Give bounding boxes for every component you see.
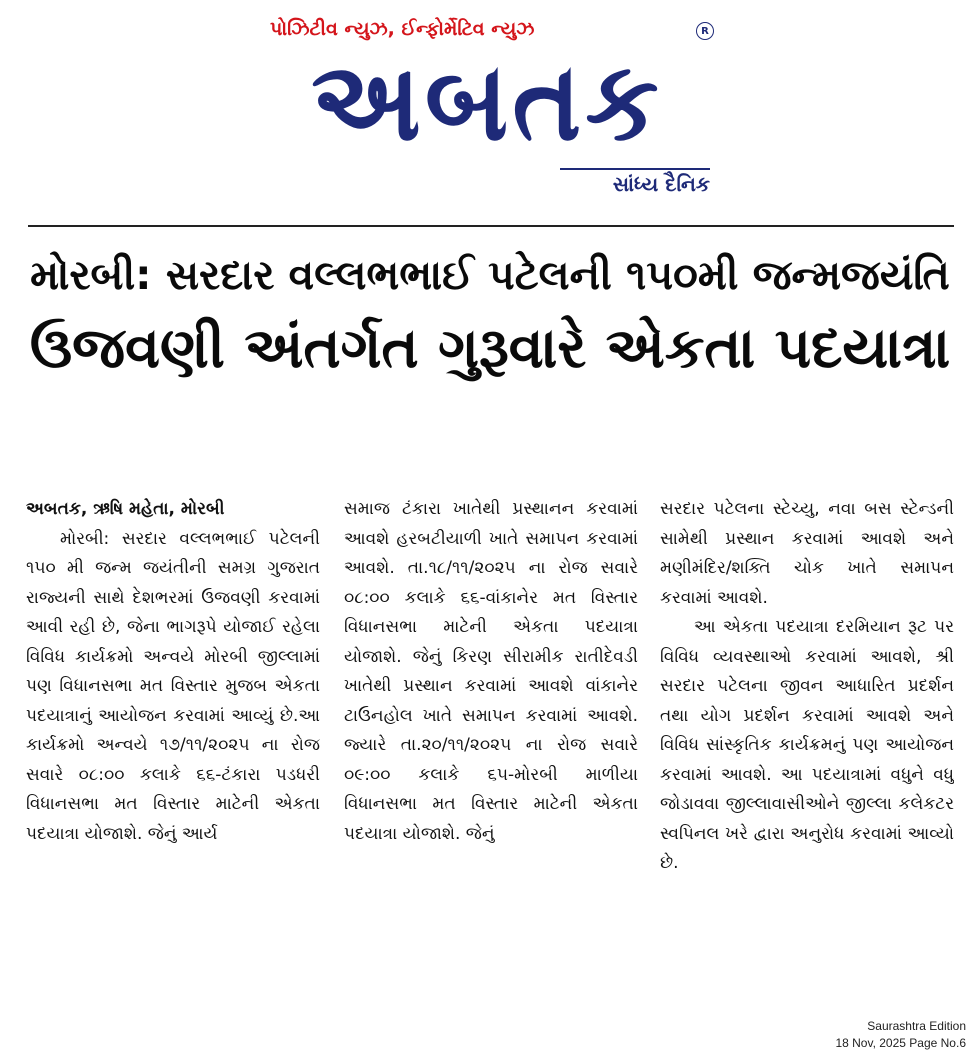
headline-line-1: મોરબી: સરદાર વલ્લભભાઈ પટેલની ૧૫૦મી જન્મજયંતિ	[30, 251, 950, 299]
article-column-2	[344, 495, 638, 1015]
masthead	[0, 0, 980, 215]
logo-underline	[560, 168, 710, 170]
article-paragraph: આ એકતા પદયાત્રા દરમિયાન રૂટ પર વિવિધ વ્યવસ્થાઓ કરવામાં આવશે, શ્રી સરદાર પટેલના જીવન આધારિત પ્રદર્શન તથા યોગ પ્રદર્શન કરવામાં આવશે અને વિવિધ સાંસ્કૃતિક કાર્યક્રમનું પણ આયોજન કરવામાં આવશે. આ પદયાત્રામાં વધુને વધુ જોડાવવા જીલ્લાવાસીઓને જીલ્લા કલેકટર સ્વપિનલ ખરે દ્વારા અનુરોધ કરવામાં આવ્યો છે.	[660, 617, 954, 873]
masthead-sub-brand: સાંધ્ય દૈનિક	[612, 172, 710, 196]
article-byline: અબતક, ઋષિ મહેતા, મોરબી	[26, 499, 225, 519]
edition-date-page: 18 Nov, 2025 Page No.6	[835, 1036, 966, 1050]
article-paragraph: સરદાર પટેલના સ્ટેચ્યુ, નવા બસ સ્ટેન્ડની સામેથી પ્રસ્થાન કરવામાં આવશે અને મણીમંદિર/શક્તિ ચોક ખાતે સમાપન કરવામાં આવશે.	[660, 499, 954, 608]
article-column-3	[660, 495, 954, 1015]
article-paragraph: સમાજ ટંકારા ખાતેથી પ્રસ્થાનન કરવામાં આવશે હરબટીયાળી ખાતે સમાપન કરવામાં આવશે. તા.૧૮/૧૧/૨૦૨૫ ના રોજ સવારે ૦૮:૦૦ કલાકે ૬૬-વાંકાનેર મત વિસ્તાર વિધાનસભા માટેની એકતા પદયાત્રા યોજાશે. જેનું કિરણ સીરામીક રાતીદેવડી ખાતેથી પ્રસ્થાન કરવામાં આવશે વાંકાનેર ટાઉનહોલ ખાતે સમાપન કરવામાં આવશે. જ્યારે તા.૨૦/૧૧/૨૦૨૫ ના રોજ સવારે ૦૯:૦૦ કલાકે ૬૫-મોરબી માળીયા વિધાનસભા મત વિસ્તાર માટેની એકતા પદયાત્રા યોજાશે. જેનું	[344, 499, 638, 844]
newspaper-logo: અબતક	[311, 36, 663, 166]
masthead-divider	[28, 225, 954, 227]
masthead-tagline: પોઝિટીવ ન્યુઝ, ઈન્ફોર્મેટિવ ન્યુઝ	[270, 18, 535, 40]
article-column-1	[26, 495, 320, 1015]
headline-line-2: ઉજવણી અંતર્ગત ગુરૂવારે એકતા પદયાત્રા	[29, 316, 951, 382]
article-paragraph: મોરબી: સરદાર વલ્લભભાઈ પટેલની ૧૫૦ મી જન્મ જયંતીની સમગ્ર ગુજરાત રાજ્યની સાથે દેશભરમાં ઉજવણી કરવામાં આવી રહી છે, જેના ભાગરૂપે યોજાઈ રહેલા વિવિધ કાર્યક્રમો અન્વયે મોરબી જીલ્લામાં પણ વિધાનસભા મત વિસ્તાર મુજબ એકતા પદયાત્રાનું આયોજન કરવામાં આવ્યું છે.આ કાર્યક્રમો અન્વયે ૧૭/૧૧/૨૦૨૫ ના રોજ સવારે ૦૮:૦૦ કલાકે ૬૬-ટંકારા પડધરી વિધાનસભા મત વિસ્તાર માટેની એકતા પદયાત્રા યોજાશે. જેનું આર્ય	[26, 528, 320, 844]
edition-name: Saurashtra Edition	[867, 1019, 966, 1033]
edition-info	[835, 1018, 966, 1052]
registered-mark-icon: R	[696, 22, 714, 40]
article-body	[26, 495, 954, 1015]
article-headline	[20, 240, 960, 382]
